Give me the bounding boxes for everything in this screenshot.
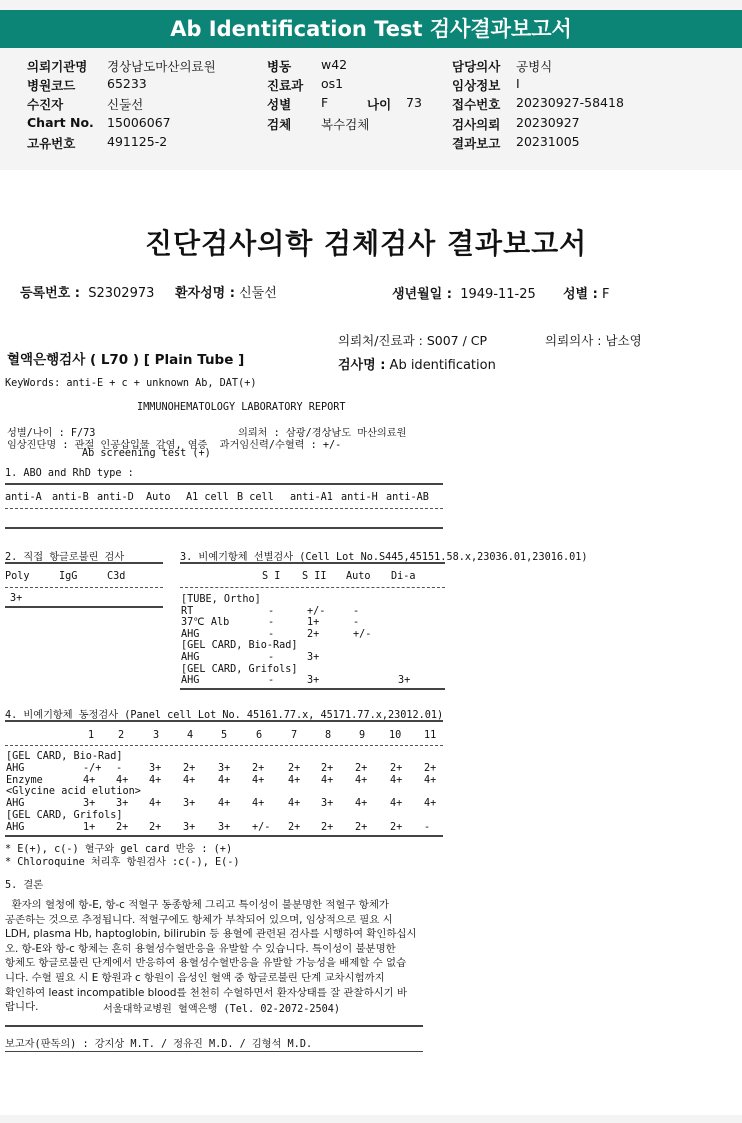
scanned-report (0, 170, 742, 1115)
abo-section-title: 1. ABO and RhD type : (5, 468, 134, 479)
screen-header-2: S II (302, 571, 327, 582)
panel-cell: 2+ (355, 762, 368, 774)
screen-header-4: Di-a (391, 571, 416, 582)
reporter: 보고자(판독의) : 강지상 M.T. / 정유진 M.D. / 김형석 M.D. (5, 1039, 313, 1050)
panel-cell: +/- (252, 821, 271, 833)
panel-cell: 4+ (83, 774, 96, 786)
requesting-doctor: 의뢰의사 : 남소영 (545, 333, 642, 348)
conclusion-line: 랍니다. (5, 1001, 39, 1014)
ab-screening: Ab screening test (+) (82, 448, 211, 459)
panel-header-8: 8 (325, 730, 332, 741)
panel-header-10: 10 (389, 730, 402, 741)
meta-value: 491125-2 (107, 134, 168, 149)
patient-name: 환자성명 : 신둘선 (175, 286, 277, 301)
meta-value: I (516, 76, 520, 91)
dat-header-1: Poly (5, 571, 30, 582)
screen-cell: - (268, 675, 275, 687)
meta-value: 15006067 (107, 115, 171, 130)
meta-label: 수진자 (27, 97, 64, 112)
screen-row-label: AHG (181, 675, 200, 687)
panel-header-4: 4 (187, 730, 194, 741)
abo-header-8: anti-H (341, 492, 378, 503)
report-banner: Ab Identification Test 검사결과보고서 (0, 10, 742, 48)
meta-label: 진료과 (267, 78, 304, 93)
panel-cell: 3+ (149, 762, 162, 774)
meta-value: 공병식 (516, 59, 553, 74)
meta-label: Chart No. (27, 115, 94, 130)
panel-cell: 1+ (83, 821, 96, 833)
diagnosis: 임상진단명 : 관절 인공삽입물 감염, 염증 과거임신력/수혈력 : +/- (7, 440, 342, 451)
abo-header-4: Auto (146, 492, 171, 503)
screen-row-label: [GEL CARD, Grifols] (181, 663, 298, 675)
abo-header-5: A1 cell (186, 492, 229, 503)
abo-header-3: anti-D (97, 492, 134, 503)
panel-cell: 2+ (355, 821, 368, 833)
meta-value: 20230927-58418 (516, 95, 624, 110)
panel-cell: 4+ (355, 798, 368, 810)
meta-label: 병원코드 (27, 78, 76, 93)
conclusion-line: 확인하여 least incompatible blood를 천천히 수혈하면서 환자상태를 잘 관찰하시기 바 (5, 986, 408, 999)
panel-cell: 3+ (83, 798, 96, 810)
panel-cell: 2+ (116, 821, 129, 833)
conclusion-title: 5. 결론 (5, 880, 44, 891)
screen-row-label: 37℃ Alb (181, 617, 230, 629)
panel-cell: 2+ (424, 762, 437, 774)
meta-value: 20230927 (516, 115, 580, 130)
abo-header-7: anti-A1 (290, 492, 333, 503)
dat-poly-value: 3+ (10, 593, 23, 604)
abo-header-9: anti-AB (386, 492, 429, 503)
panel-cell: 3+ (218, 762, 231, 774)
meta-label: 검체 (267, 117, 292, 132)
panel-cell: -/+ (83, 762, 102, 774)
screen-cell: +/- (307, 605, 326, 617)
screen-cell: - (268, 617, 275, 629)
panel-cell: 2+ (390, 821, 403, 833)
meta-label: 담당의사 (452, 59, 501, 74)
registration-number: 등록번호 : S2302973 (20, 286, 155, 301)
panel-cell: 3+ (183, 798, 196, 810)
meta-value: 신둘선 (107, 97, 144, 112)
panel-row-label: Enzyme (6, 774, 43, 786)
screen-row-label: AHG (181, 652, 200, 663)
screen-cell: - (268, 605, 275, 617)
meta-label: 고유번호 (27, 136, 76, 151)
panel-cell: 4+ (149, 798, 162, 810)
screen-cell: - (268, 652, 275, 663)
panel-cell: 4+ (355, 774, 368, 786)
birth-date: 생년월일 : 1949-11-25 (392, 287, 536, 302)
meta-value: 65233 (107, 76, 147, 91)
blood-bank-contact: 서울대학교병원 혈액은행 (Tel. 02-2072-2504) (103, 1004, 341, 1015)
panel-cell: 4+ (321, 774, 334, 786)
panel-cell: - (116, 762, 123, 774)
panel-section-title: 4. 비예기항체 동정검사 (Panel cell Lot No. 45161.77.x, 45171.77.x,23012.01) (5, 710, 444, 721)
panel-cell: 4+ (424, 774, 437, 786)
panel-cell: 2+ (321, 821, 334, 833)
meta-label: 결과보고 (452, 136, 501, 151)
panel-cell: 2+ (288, 821, 301, 833)
screen-cell: - (353, 605, 360, 617)
conclusion-line: 환자의 혈청에 항-E, 항-c 적혈구 동종항체 그리고 특이성이 불분명한 적혈구 항체가 (5, 899, 389, 911)
screen-section-title: 3. 비예기항체 선별검사 (Cell Lot No.S445,45151.58.x,23036.01,23016.01) (180, 552, 588, 563)
screen-cell: - (353, 617, 360, 629)
panel-cell: 4+ (252, 774, 265, 786)
panel-header-5: 5 (221, 730, 228, 741)
screen-cell: - (268, 628, 275, 640)
panel-row-label: <Glycine acid elution> (6, 786, 141, 798)
meta-label: 접수번호 (452, 97, 501, 112)
panel-cell: 2+ (183, 762, 196, 774)
screen-cell: 3+ (307, 675, 320, 687)
requester: 의뢰처 : 삼광/경상남도 마산의료원 (238, 428, 407, 439)
panel-cell: 4+ (390, 798, 403, 810)
panel-cell: 4+ (218, 798, 231, 810)
panel-cell: 4+ (183, 774, 196, 786)
screen-row-label: [TUBE, Ortho] (181, 594, 261, 605)
panel-row-label: [GEL CARD, Bio-Rad] (6, 751, 123, 762)
meta-label: 임상정보 (452, 78, 501, 93)
conclusion-line: 항체도 항글로불린 단계에서 반응하여 용혈성수혈반응을 유발할 가능성을 배제할 수 없습 (5, 957, 407, 970)
panel-header-11: 11 (424, 730, 437, 741)
meta-label: 검사의뢰 (452, 117, 501, 132)
abo-header-6: B cell (237, 492, 274, 503)
abo-header-2: anti-B (52, 492, 89, 503)
panel-cell: 2+ (288, 762, 301, 774)
abo-header-1: anti-A (5, 492, 42, 503)
screen-row-label: AHG (181, 628, 200, 640)
panel-cell: 4+ (390, 774, 403, 786)
keywords: KeyWords: anti-E + c + unknown Ab, DAT(+) (5, 378, 257, 389)
panel-cell: 3+ (218, 821, 231, 833)
note-chloroquine: * Chloroquine 처리후 항원검사 :c(-), E(-) (5, 857, 240, 868)
age-value: 73 (406, 95, 422, 110)
meta-label: 병동 (267, 59, 292, 74)
panel-cell: 2+ (321, 762, 334, 774)
panel-cell: 2+ (390, 762, 403, 774)
panel-cell: 4+ (218, 774, 231, 786)
panel-cell: 4+ (288, 798, 301, 810)
panel-header-9: 9 (359, 730, 366, 741)
screen-cell: 3+ (398, 675, 411, 687)
conclusion-line: 니다. 수혈 필요 시 E 항원과 c 항원이 음성인 혈액 중 항글로불린 단계 교차시험까지 (5, 971, 385, 984)
meta-value: 20231005 (516, 134, 580, 149)
meta-value: F (321, 95, 329, 110)
sex: 성별 : F (563, 287, 610, 302)
screen-cell: 3+ (307, 652, 320, 663)
meta-value: w42 (321, 57, 348, 72)
panel-row-label: [GEL CARD, Grifols] (6, 810, 123, 821)
conclusion-line: LDH, plasma Hb, haptoglobin, bilirubin 등 용혈에 관련된 검사를 시행하여 확인하십시 (5, 928, 417, 941)
panel-header-1: 1 (88, 730, 95, 741)
panel-cell: 4+ (424, 798, 437, 810)
meta-value: os1 (321, 76, 344, 91)
panel-cell: 4+ (116, 774, 129, 786)
note-gel-card: * E(+), c(-) 혈구와 gel card 반응 : (+) (5, 844, 233, 855)
panel-header-3: 3 (153, 730, 160, 741)
panel-cell: - (424, 821, 431, 833)
dat-header-2: IgG (59, 571, 78, 582)
screen-row-label: [GEL CARD, Bio-Rad] (181, 640, 298, 652)
age-label: 나이 (367, 97, 392, 112)
section-title: 혈액은행검사 ( L70 ) [ Plain Tube ] (7, 352, 245, 368)
lab-report-title: IMMUNOHEMATOLOGY LABORATORY REPORT (137, 402, 346, 413)
panel-cell: 4+ (288, 774, 301, 786)
conclusion-line: 오. 항-E와 항-c 항체는 흔히 용혈성수혈반응을 유발할 수 있습니다. 특이성이 불분명한 (5, 942, 396, 955)
screen-cell: 1+ (307, 617, 320, 629)
panel-header-6: 6 (256, 730, 263, 741)
conclusion-line: 공존하는 것으로 추정됩니다. 적혈구에도 항체가 부착되어 있으며, 임상적으로 필요 시 (5, 913, 393, 926)
panel-cell: 2+ (252, 762, 265, 774)
meta-label: 의뢰기관명 (27, 59, 88, 74)
panel-cell: 3+ (321, 798, 334, 810)
panel-row-label: AHG (6, 821, 25, 833)
panel-header-2: 2 (118, 730, 125, 741)
dat-header-3: C3d (107, 571, 126, 582)
panel-cell: 4+ (149, 774, 162, 786)
report-title: 진단검사의학 검체검사 결과보고서 (145, 227, 588, 260)
dat-section-title: 2. 직접 항글로불린 검사 (5, 552, 125, 563)
screen-row-label: RT (181, 605, 194, 617)
panel-cell: 3+ (116, 798, 129, 810)
sex-age: 성별/나이 : F/73 (7, 428, 96, 439)
panel-cell: 4+ (252, 798, 265, 810)
conclusion-text (5, 898, 416, 1015)
screen-header-1: S I (262, 571, 281, 582)
panel-cell: 3+ (183, 821, 196, 833)
screen-cell: +/- (353, 628, 372, 640)
panel-cell: 2+ (149, 821, 162, 833)
meta-label: 성별 (267, 97, 292, 112)
panel-row-label: AHG (6, 798, 25, 810)
department: 의뢰처/진료과 : S007 / CP (338, 333, 488, 348)
test-name: 검사명 : Ab identification (338, 358, 496, 373)
panel-header-7: 7 (291, 730, 298, 741)
screen-cell: 2+ (307, 628, 320, 640)
panel-row-label: AHG (6, 762, 25, 774)
meta-value: 경상남도마산의료원 (107, 59, 216, 74)
screen-header-3: Auto (346, 571, 371, 582)
meta-value: 복수검체 (321, 117, 370, 132)
